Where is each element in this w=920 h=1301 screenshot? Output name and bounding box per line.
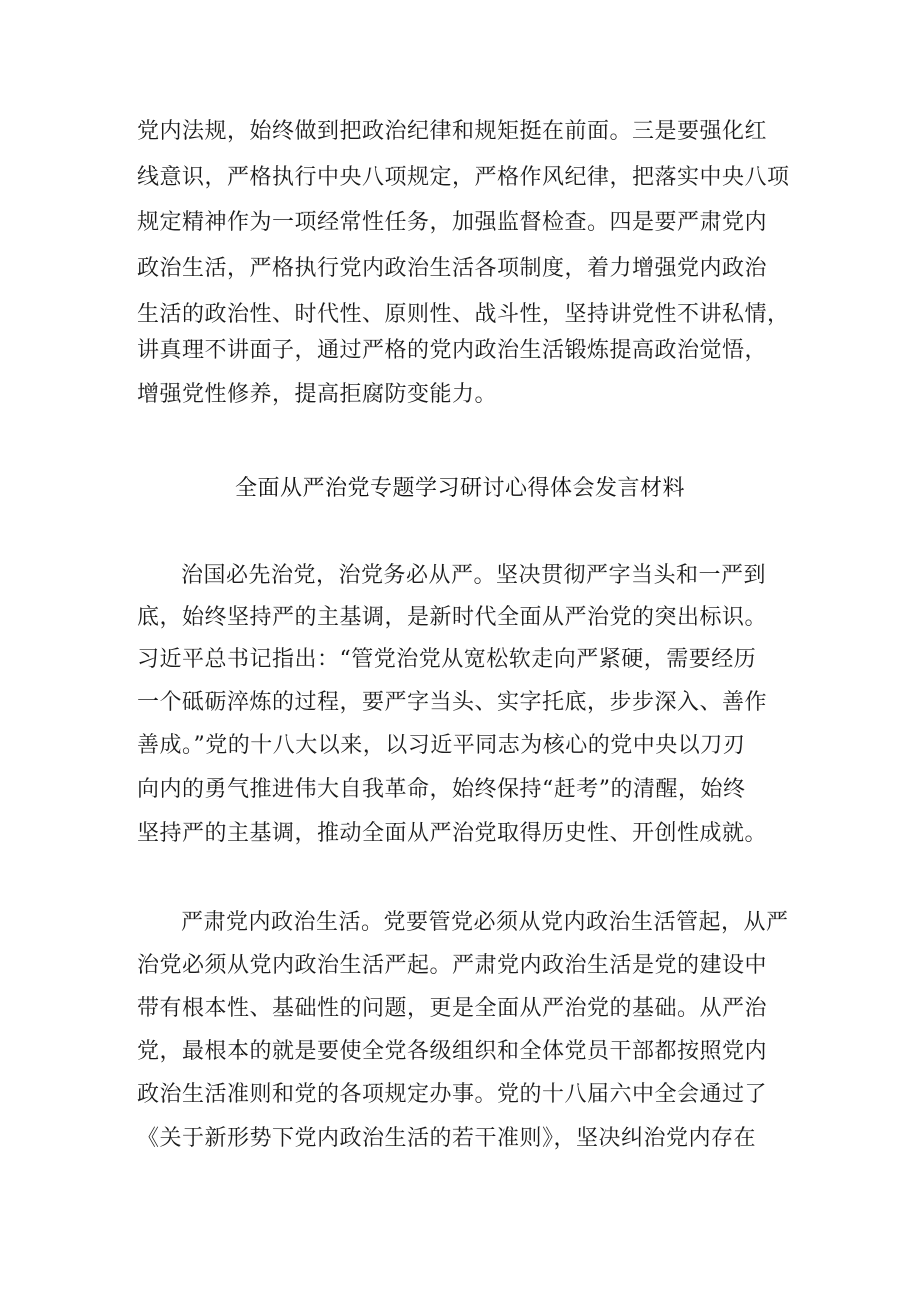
- paragraph-line: 严肃党内政治生活。党要管党必须从党内政治生活管起，从严: [181, 910, 789, 935]
- paragraph-line: 《关于新形势下党内政治生活的若干准则》，坚决纠治党内存在: [137, 1126, 757, 1151]
- paragraph-line: 讲真理不讲面子，通过严格的党内政治生活锻炼提高政治觉悟，: [137, 338, 768, 363]
- paragraph-line: 习近平总书记指出：“管党治党从宽松软走向严紧硬，需要经历: [137, 647, 757, 672]
- paragraph-line: 党，最根本的就是要使全党各级组织和全体党员干部都按照党内: [137, 1039, 768, 1064]
- paragraph-line: 治国必先治党，治党务必从严。坚决贯彻严字当头和一严到: [181, 563, 767, 588]
- paragraph-line: 底，始终坚持严的主基调，是新时代全面从严治党的突出标识。: [137, 605, 768, 630]
- paragraph-line: 政治生活，严格执行党内政治生活各项制度，着力增强党内政治: [137, 256, 768, 281]
- paragraph-line: 向内的勇气推进伟大自我革命，始终保持“赶考”的清醒，始终: [137, 777, 746, 802]
- paragraph-line: 生活的政治性、时代性、原则性、战斗性，坚持讲党性不讲私情，: [137, 302, 790, 327]
- paragraph-line: 一个砥砺淬炼的过程，要严字当头、实字托底，步步深入、善作: [137, 690, 768, 715]
- paragraph-line: 增强党性修养，提高拒腐防变能力。: [137, 382, 498, 407]
- paragraph-line: 线意识，严格执行中央八项规定，严格作风纪律，把落实中央八项: [137, 165, 790, 190]
- paragraph-line: 带有根本性、基础性的问题，更是全面从严治党的基础。从严治: [137, 996, 768, 1021]
- paragraph-line: 党内法规，始终做到把政治纪律和规矩挺在前面。三是要强化红: [137, 119, 768, 144]
- section-title: 全面从严治党专题学习研讨心得体会发言材料: [234, 476, 685, 501]
- paragraph-line: 规定精神作为一项经常性任务，加强监督检查。四是要严肃党内: [137, 210, 768, 235]
- paragraph-line: 治党必须从党内政治生活严起。严肃党内政治生活是党的建设中: [137, 953, 768, 978]
- paragraph-line: 善成。”党的十八大以来，以习近平同志为核心的党中央以刀刃: [137, 733, 746, 758]
- paragraph-line: 坚持严的主基调，推动全面从严治党取得历史性、开创性成就。: [137, 821, 768, 846]
- paragraph-line: 政治生活准则和党的各项规定办事。党的十八届六中全会通过了: [137, 1082, 768, 1107]
